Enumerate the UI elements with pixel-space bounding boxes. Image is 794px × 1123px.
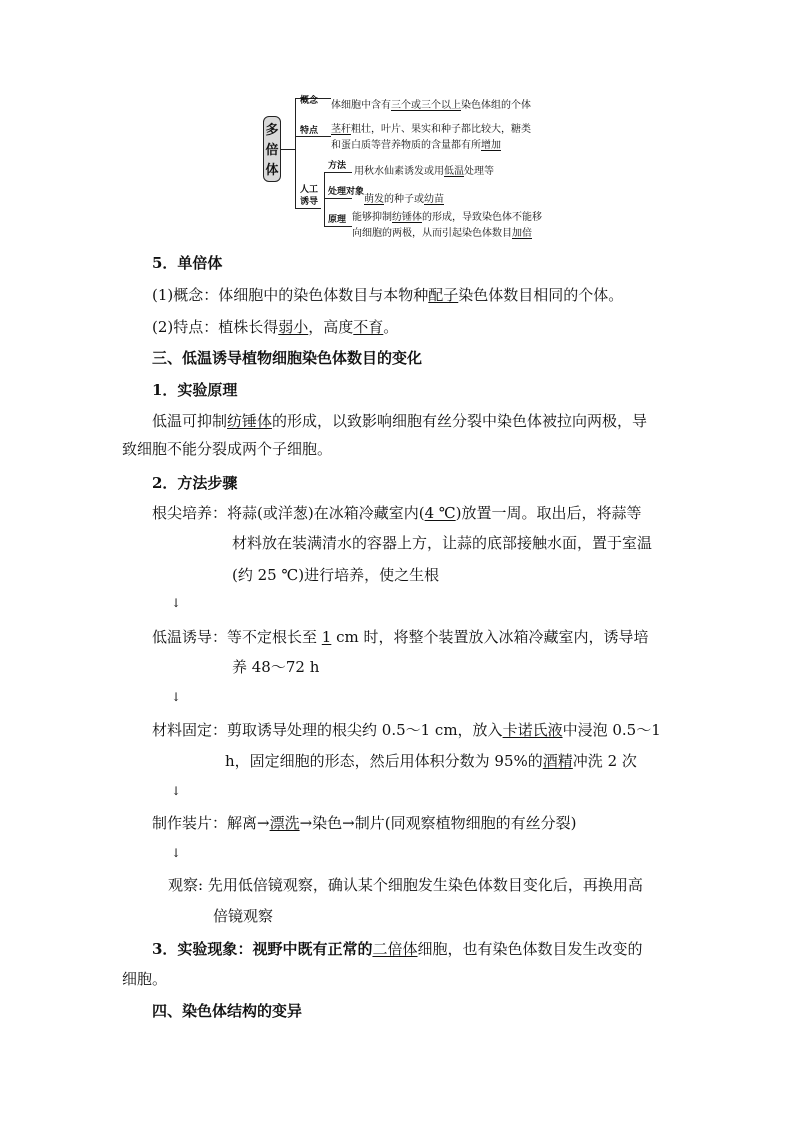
connector xyxy=(324,172,352,173)
induce-label: 人工诱导 xyxy=(300,185,319,207)
step2-line1: 低温诱导：等不定根长至 1 cm 时，将整个装置放入冰箱冷藏室内，诱导培 xyxy=(152,628,649,646)
method-heading: 2．方法步骤 xyxy=(152,474,238,492)
principle-line1: 低温可抑制纺锤体的形成，以致影响细胞有丝分裂中染色体被拉向两极，导 xyxy=(152,412,648,430)
principle-line2: 致细胞不能分裂成两个子细胞。 xyxy=(122,440,333,458)
flow-arrow: ↓ xyxy=(171,596,182,610)
object-text: 萌发的种子或幼苗 xyxy=(364,194,444,205)
method-label: 方法 xyxy=(328,161,347,171)
feature-label: 特点 xyxy=(300,126,319,136)
connector xyxy=(324,226,352,227)
connector xyxy=(321,136,331,137)
concept-text: 体细胞中含有三个或三个以上染色体组的个体 xyxy=(331,100,531,111)
principle-heading: 1．实验原理 xyxy=(152,381,238,399)
feature-text-line2: 和蛋白质等营养物质的含量都有所增加 xyxy=(331,140,501,151)
connector xyxy=(295,98,296,208)
root-char-2: 倍 xyxy=(265,143,279,158)
polyploid-concept-map xyxy=(258,88,578,248)
polyploid-root-box xyxy=(263,116,281,182)
flow-arrow: ↓ xyxy=(171,784,182,798)
method-text: 用秋水仙素诱发或用低温处理等 xyxy=(354,166,494,177)
principle-text-line2: 向细胞的两极，从而引起染色体数目加倍 xyxy=(352,228,532,239)
connector xyxy=(281,149,295,150)
connector xyxy=(324,198,352,199)
step2-line2: 养 48～72 h xyxy=(232,658,320,676)
phenomenon-line1: 3．实验现象：视野中既有正常的二倍体细胞，也有染色体数目发生改变的 xyxy=(152,940,643,958)
object-label: 处理对象 xyxy=(328,187,365,197)
step1-line1: 根尖培养：将蒜(或洋葱)在冰箱冷藏室内(4 ℃)放置一周。取出后，将蒜等 xyxy=(152,504,642,522)
feature-text-line1: 茎秆粗壮，叶片、果实和种子都比较大，糖类 xyxy=(331,124,531,135)
step4-line: 制作装片：解离→漂洗→染色→制片(同观察植物细胞的有丝分裂) xyxy=(152,814,577,832)
haploid-feature: (2)特点：植株长得弱小，高度不育。 xyxy=(152,318,399,336)
connector xyxy=(324,172,325,226)
flow-arrow: ↓ xyxy=(171,846,182,860)
step1-line2: 材料放在装满清水的容器上方，让蒜的底部接触水面，置于室温 xyxy=(232,534,653,552)
connector xyxy=(295,208,321,209)
flow-arrow: ↓ xyxy=(171,690,182,704)
connector xyxy=(321,98,331,99)
root-char-3: 体 xyxy=(265,163,279,178)
root-char-1: 多 xyxy=(265,123,279,138)
step5-line1: 观察: 先用低倍镜观察，确认某个细胞发生染色体数目变化后，再换用高 xyxy=(168,876,643,894)
section4-heading: 四、染色体结构的变异 xyxy=(152,1002,303,1020)
step3-line1: 材料固定：剪取诱导处理的根尖约 0.5～1 cm，放入卡诺氏液中浸泡 0.5～1 xyxy=(152,721,661,739)
step3-line2: h，固定细胞的形态，然后用体积分数为 95%的酒精冲洗 2 次 xyxy=(225,752,637,770)
principle-label: 原理 xyxy=(328,215,347,225)
haploid-concept: (1)概念：体细胞中的染色体数目与本物种配子染色体数目相同的个体。 xyxy=(152,286,624,304)
section3-heading: 三、低温诱导植物细胞染色体数目的变化 xyxy=(152,349,423,367)
principle-text-line1: 能够抑制纺锤体的形成，导致染色体不能移 xyxy=(352,212,542,223)
step5-line2: 倍镜观察 xyxy=(213,907,274,925)
phenomenon-line2: 细胞。 xyxy=(122,970,168,988)
concept-label: 概念 xyxy=(300,96,319,106)
haploid-heading: 5．单倍体 xyxy=(152,254,223,272)
step1-line3: (约 25 ℃)进行培养，使之生根 xyxy=(232,566,440,584)
